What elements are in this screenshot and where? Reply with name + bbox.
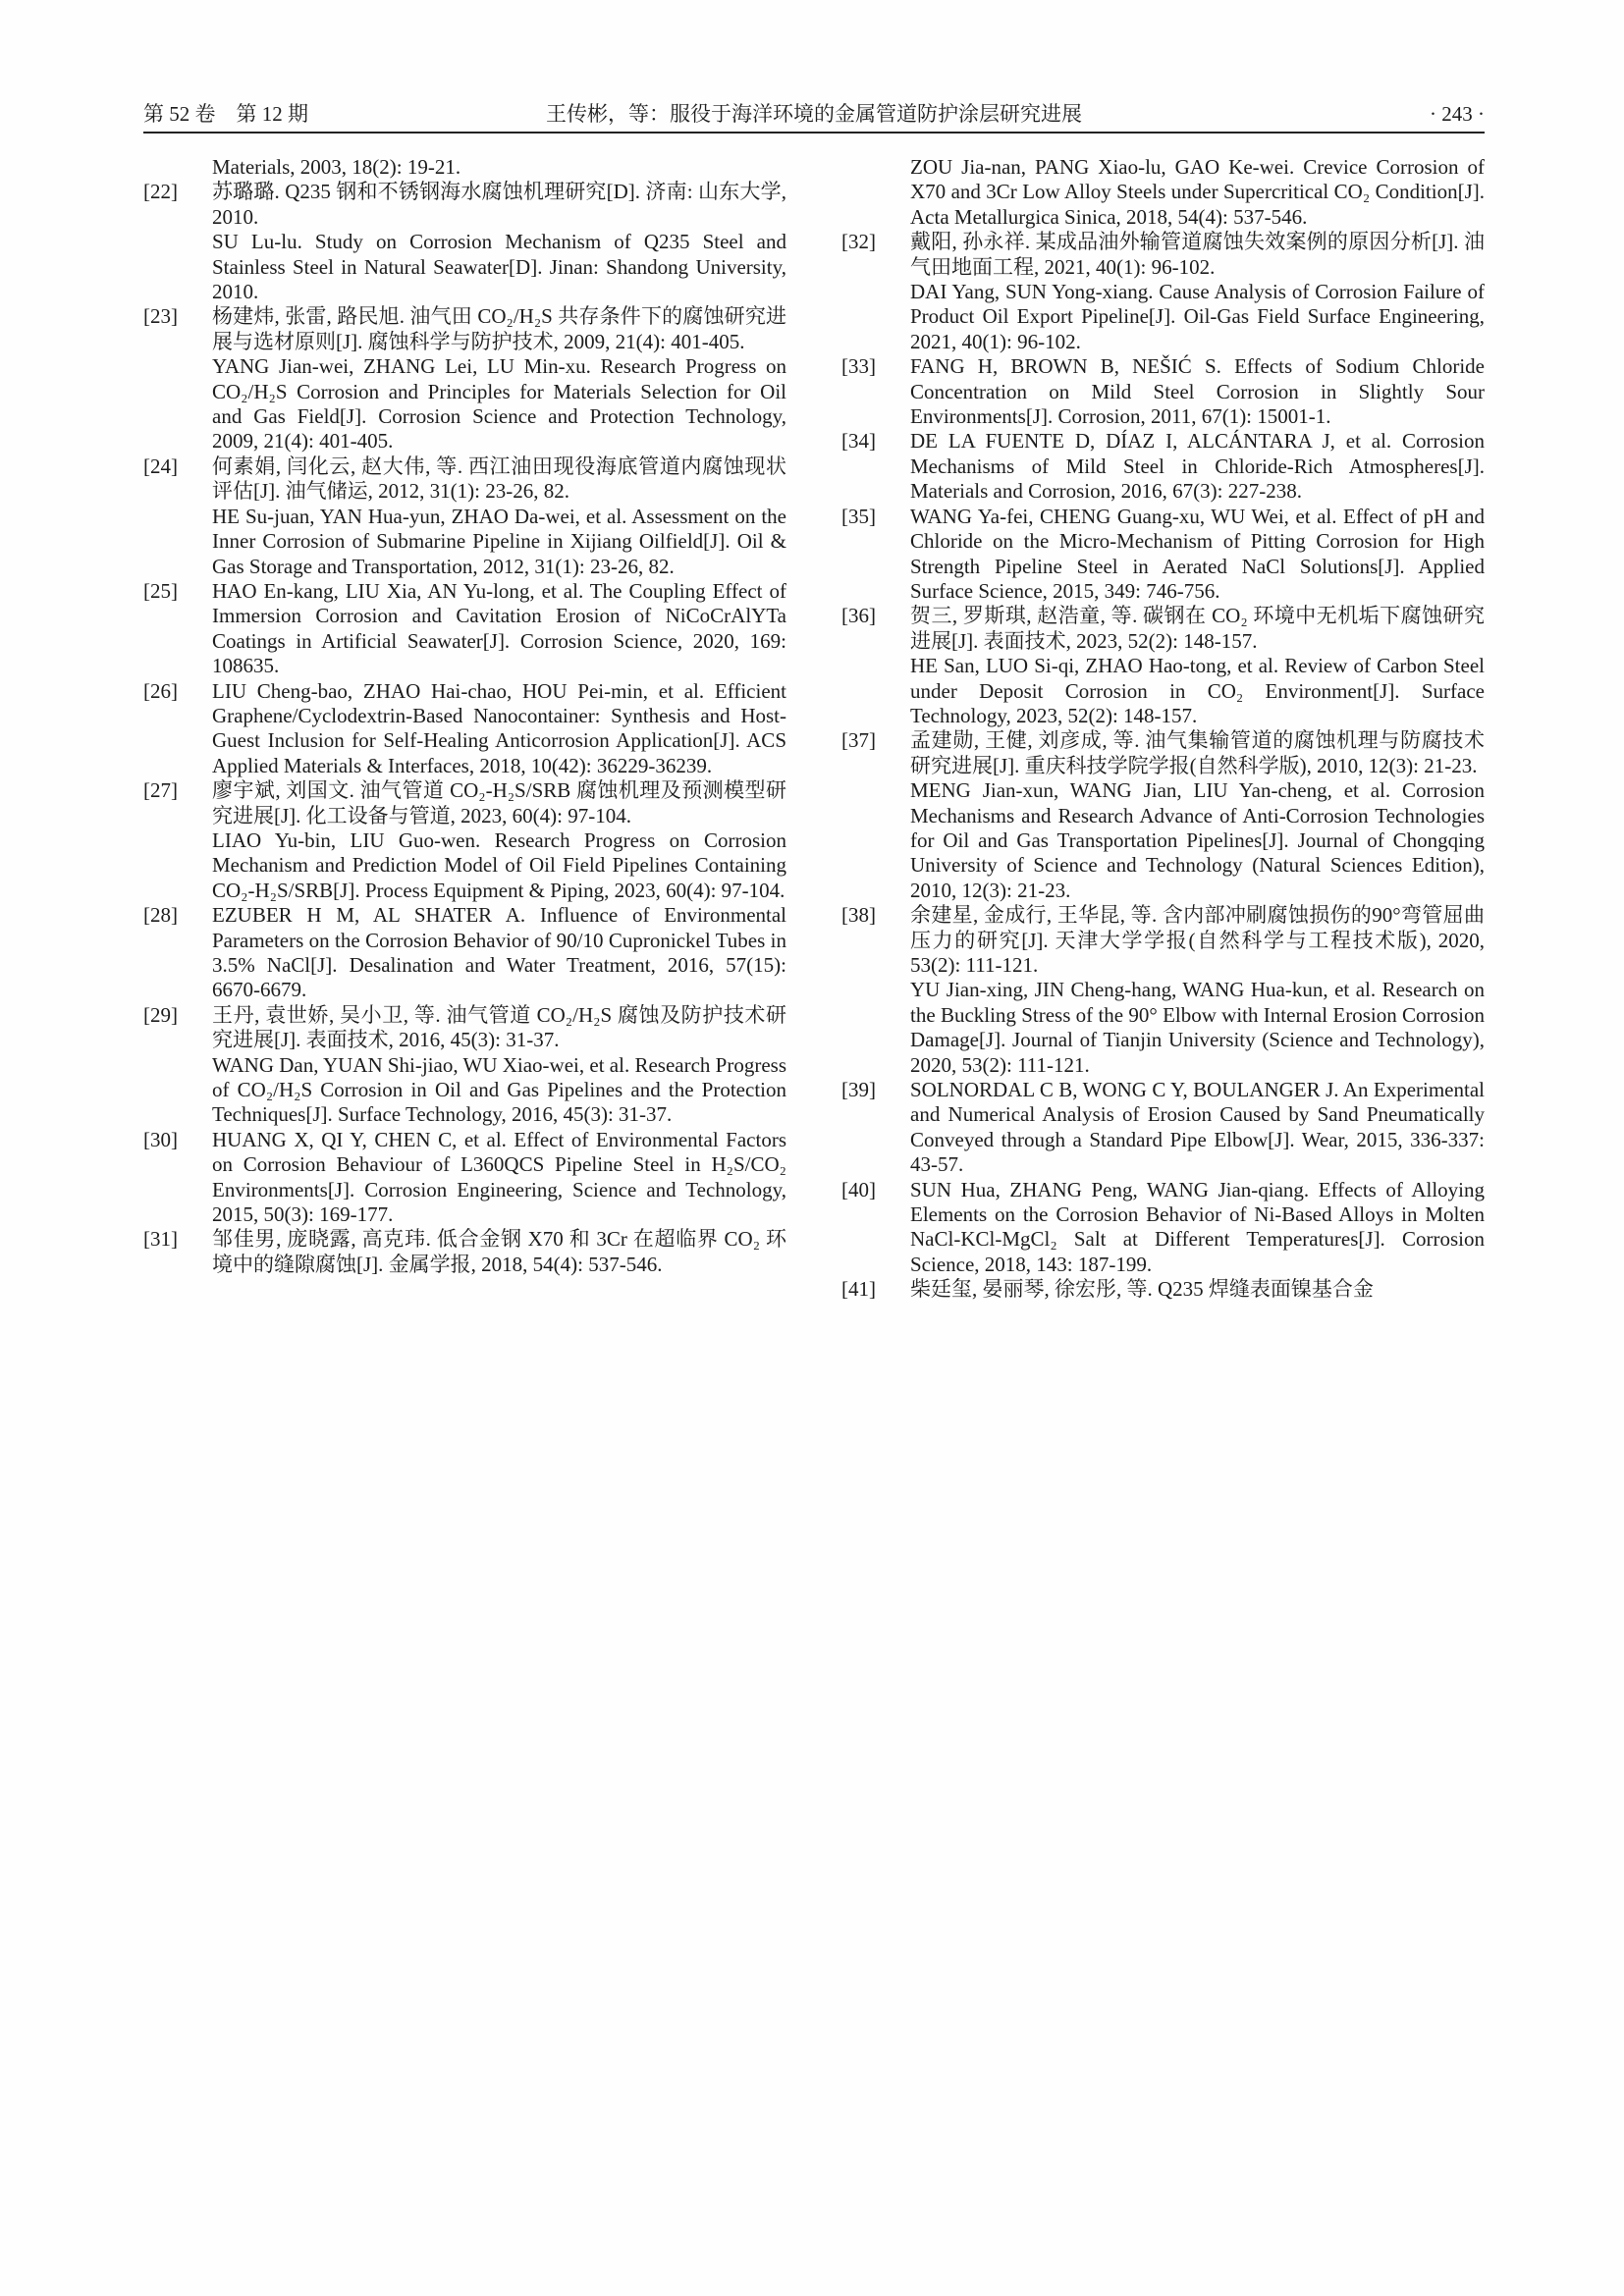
reference-number: [38] [841,903,876,928]
reference-paragraph: FANG H, BROWN B, NEŠIĆ S. Effects of Sodium Chloride Concentration on Mild Steel Corrosion in Slightly Sour Environments[J]. Corrosion, 2011, 67(1): 15001-1. [910,354,1485,429]
reference-number: [23] [143,304,178,329]
reference-paragraph: Materials, 2003, 18(2): 19-21. [212,155,461,179]
reference-number: [24] [143,454,178,478]
reference-item [841,230,1485,354]
reference-paragraph: YU Jian-xing, JIN Cheng-hang, WANG Hua-kun, et al. Research on the Buckling Stress of the 90° Elbow with Internal Erosion Corrosion Damage[J]. Journal of Tianjin University (Science and Technology), 2020, 53(2): 111-121. [910,978,1485,1077]
volume-issue-info: 第 52 卷 第 12 期 [143,102,308,126]
reference-paragraph: DAI Yang, SUN Yong-xiang. Cause Analysis of Corrosion Failure of Product Oil Export Pipeline[J]. Oil-Gas Field Surface Engineering, 2021, 40(1): 96-102. [910,280,1485,353]
reference-number: [32] [841,230,876,254]
reference-number: [40] [841,1177,876,1201]
reference-item [841,155,1485,230]
reference-paragraph: 廖宇斌, 刘国文. 油气管道 CO₂-H₂S/SRB 腐蚀机理及预测模型研究进展[J]. 化工设备与管道, 2023, 60(4): 97-104. [212,778,786,828]
reference-item [841,1178,1485,1278]
header-rule [143,132,1485,133]
reference-text [212,1003,786,1128]
reference-text [910,230,1485,354]
reference-paragraph: 何素娟, 闫化云, 赵大伟, 等. 西江油田现役海底管道内腐蚀现状评估[J]. 油气储运, 2012, 31(1): 23-26, 82. [212,454,786,504]
reference-item [841,903,1485,1078]
reference-item [143,1227,786,1277]
reference-paragraph: SU Lu-lu. Study on Corrosion Mechanism of Q235 Steel and Stainless Steel in Natural Seawater[D]. Jinan: Shandong University, 2010. [212,230,786,304]
page-header [143,100,1485,128]
reference-paragraph: 杨建炜, 张雷, 路民旭. 油气田 CO₂/H₂S 共存条件下的腐蚀研究进展与选材原则[J]. 腐蚀科学与防护技术, 2009, 21(4): 401-405. [212,304,786,353]
reference-paragraph: 苏璐璐. Q235 钢和不锈钢海水腐蚀机理研究[D]. 济南: 山东大学, 2010. [212,180,786,229]
reference-paragraph: ZOU Jia-nan, PANG Xiao-lu, GAO Ke-wei. Crevice Corrosion of X70 and 3Cr Low Alloy Steels under Supercritical CO₂ Condition[J]. Acta Metallurgica Sinica, 2018, 54(4): 537-546. [910,155,1485,229]
reference-paragraph: EZUBER H M, AL SHATER A. Influence of Environmental Parameters on the Corrosion Behavior of 90/10 Cupronickel Tubes in 3.5% NaCl[J]. Desalination and Water Treatment, 2016, 57(15): 6670-6679. [212,903,786,1002]
references-left-column [143,155,786,1303]
reference-item [841,505,1485,605]
reference-paragraph: 邹佳男, 庞晓露, 高克玮. 低合金钢 X70 和 3Cr 在超临界 CO₂ 环境中的缝隙腐蚀[J]. 金属学报, 2018, 54(4): 537-546. [212,1227,786,1276]
references-section [143,155,1485,1303]
reference-paragraph: SOLNORDAL C B, WONG C Y, BOULANGER J. An Experimental and Numerical Analysis of Erosion Caused by Sand Pneumatically Conveyed through a Standard Pipe Elbow[J]. Wear, 2015, 336-337: 43-57. [910,1078,1485,1177]
reference-paragraph: WANG Dan, YUAN Shi-jiao, WU Xiao-wei, et al. Research Progress of CO₂/H₂S Corrosion in Oil and Gas Pipelines and the Protection Techniques[J]. Surface Technology, 2016, 45(3): 31-37. [212,1052,786,1127]
reference-item [143,778,786,903]
reference-item [841,1277,1485,1302]
references-right-column [841,155,1485,1303]
page-number: · 243 · [1430,102,1485,126]
reference-text [212,155,786,180]
reference-item [841,728,1485,903]
reference-number: [41] [841,1277,876,1302]
reference-text [212,1227,786,1277]
reference-item [143,304,786,454]
reference-item [841,429,1485,504]
reference-number: [22] [143,180,178,204]
reference-text [212,778,786,903]
reference-number: [26] [143,678,178,703]
reference-paragraph: 余建星, 金成行, 王华昆, 等. 含内部冲刷腐蚀损伤的90°弯管屈曲压力的研究[J]. 天津大学学报(自然科学与工程技术版), 2020, 53(2): 111-121. [910,903,1485,977]
reference-text [910,505,1485,605]
reference-text [910,429,1485,504]
reference-number: [29] [143,1002,178,1027]
reference-number: [33] [841,354,876,379]
reference-text [212,679,786,779]
reference-paragraph: SUN Hua, ZHANG Peng, WANG Jian-qiang. Effects of Alloying Elements on the Corrosion Behavior of Ni-Based Alloys in Molten NaCl-KCl-MgCl₂ Salt at Different Temperatures[J]. Corrosion Science, 2018, 143: 187-199. [910,1177,1485,1276]
reference-paragraph: 戴阳, 孙永祥. 某成品油外输管道腐蚀失效案例的原因分析[J]. 油气田地面工程, 2021, 40(1): 96-102. [910,230,1485,279]
reference-paragraph: LIAO Yu-bin, LIU Guo-wen. Research Progress on Corrosion Mechanism and Prediction Model of Oil Field Pipelines Containing CO₂-H₂S/SRB[J]. Process Equipment & Piping, 2023, 60(4): 97-104. [212,828,786,902]
reference-item [143,180,786,304]
reference-paragraph: 柴廷玺, 晏丽琴, 徐宏彤, 等. Q235 焊缝表面镍基合金 [910,1277,1374,1302]
reference-item [143,1128,786,1228]
reference-item [841,604,1485,728]
reference-paragraph: DE LA FUENTE D, DÍAZ I, ALCÁNTARA J, et al. Corrosion Mechanisms of Mild Steel in Chloride-Rich Atmospheres[J]. Materials and Corrosion, 2016, 67(3): 227-238. [910,429,1485,504]
reference-item [143,454,786,579]
reference-item [841,1078,1485,1178]
reference-item [143,903,786,1003]
reference-paragraph: 王丹, 袁世娇, 吴小卫, 等. 油气管道 CO₂/H₂S 腐蚀及防护技术研究进展[J]. 表面技术, 2016, 45(3): 31-37. [212,1002,786,1052]
reference-text [910,155,1485,230]
reference-number: [35] [841,504,876,528]
reference-number: [36] [841,604,876,628]
reference-text [212,180,786,304]
reference-paragraph: WANG Ya-fei, CHENG Guang-xu, WU Wei, et al. Effect of pH and Chloride on the Micro-Mechanism of Pitting Corrosion for High Strength Pipeline Steel in Aerated NaCl Solutions[J]. Applied Surface Science, 2015, 349: 746-756. [910,504,1485,603]
reference-paragraph: HUANG X, QI Y, CHEN C, et al. Effect of Environmental Factors on Corrosion Behaviour of L360QCS Pipeline Steel in H₂S/CO₂ Environments[J]. Corrosion Engineering, Science and Technology, 2015, 50(3): 169-177. [212,1127,786,1227]
reference-text [910,604,1485,728]
reference-item [143,155,786,180]
reference-text [910,1277,1485,1302]
reference-number: [39] [841,1078,876,1102]
reference-number: [28] [143,903,178,928]
running-title: 王传彬，等：服役于海洋环境的金属管道防护涂层研究进展 [546,102,1082,126]
reference-number: [30] [143,1127,178,1151]
reference-number: [31] [143,1227,178,1252]
reference-number: [25] [143,578,178,603]
reference-paragraph: LIU Cheng-bao, ZHAO Hai-chao, HOU Pei-min, et al. Efficient Graphene/Cyclodextrin-Based Nanocontainer: Synthesis and Host-Guest Inclusion for Self-Healing Anticorrosion Application[J]. ACS Applied Materials & Interfaces, 2018, 10(42): 36229-36239. [212,678,786,777]
reference-paragraph: HE San, LUO Si-qi, ZHAO Hao-tong, et al. Review of Carbon Steel under Deposit Corrosion in CO₂ Environment[J]. Surface Technology, 2023, 52(2): 148-157. [910,654,1485,727]
reference-paragraph: YANG Jian-wei, ZHANG Lei, LU Min-xu. Research Progress on CO₂/H₂S Corrosion and Principles for Materials Selection for Oil and Gas Field[J]. Corrosion Science and Protection Technology, 2009, 21(4): 401-405. [212,354,786,454]
reference-text [910,903,1485,1078]
reference-text [212,304,786,454]
reference-paragraph: MENG Jian-xun, WANG Jian, LIU Yan-cheng, et al. Corrosion Mechanisms and Research Advance of Anti-Corrosion Technologies for Oil and Gas Transportation Pipelines[J]. Journal of Chongqing University of Science and Technology (Natural Sciences Edition), 2010, 12(3): 21-23. [910,778,1485,902]
reference-item [143,1003,786,1128]
reference-text [212,903,786,1003]
reference-text [212,454,786,579]
reference-text [910,1178,1485,1278]
reference-item [841,354,1485,429]
reference-text [910,354,1485,429]
reference-number: [27] [143,778,178,803]
reference-paragraph: HE Su-juan, YAN Hua-yun, ZHAO Da-wei, et al. Assessment on the Inner Corrosion of Submarine Pipeline in Xijiang Oilfield[J]. Oil & Gas Storage and Transportation, 2012, 31(1): 23-26, 82. [212,504,786,578]
reference-number: [34] [841,429,876,454]
reference-text [910,728,1485,903]
reference-text [212,1128,786,1228]
reference-paragraph: 贺三, 罗斯琪, 赵浩童, 等. 碳钢在 CO₂ 环境中无机垢下腐蚀研究进展[J]. 表面技术, 2023, 52(2): 148-157. [910,604,1485,653]
reference-text [212,579,786,679]
reference-number: [37] [841,728,876,753]
reference-item [143,579,786,679]
reference-paragraph: 孟建勋, 王健, 刘彦成, 等. 油气集输管道的腐蚀机理与防腐技术研究进展[J]. 重庆科技学院学报(自然科学版), 2010, 12(3): 21-23. [910,728,1485,777]
reference-paragraph: HAO En-kang, LIU Xia, AN Yu-long, et al. The Coupling Effect of Immersion Corrosion and Cavitation Erosion of NiCoCrAlYTa Coatings in Artificial Seawater[J]. Corrosion Science, 2020, 169: 108635. [212,578,786,678]
reference-text [910,1078,1485,1178]
reference-item [143,679,786,779]
